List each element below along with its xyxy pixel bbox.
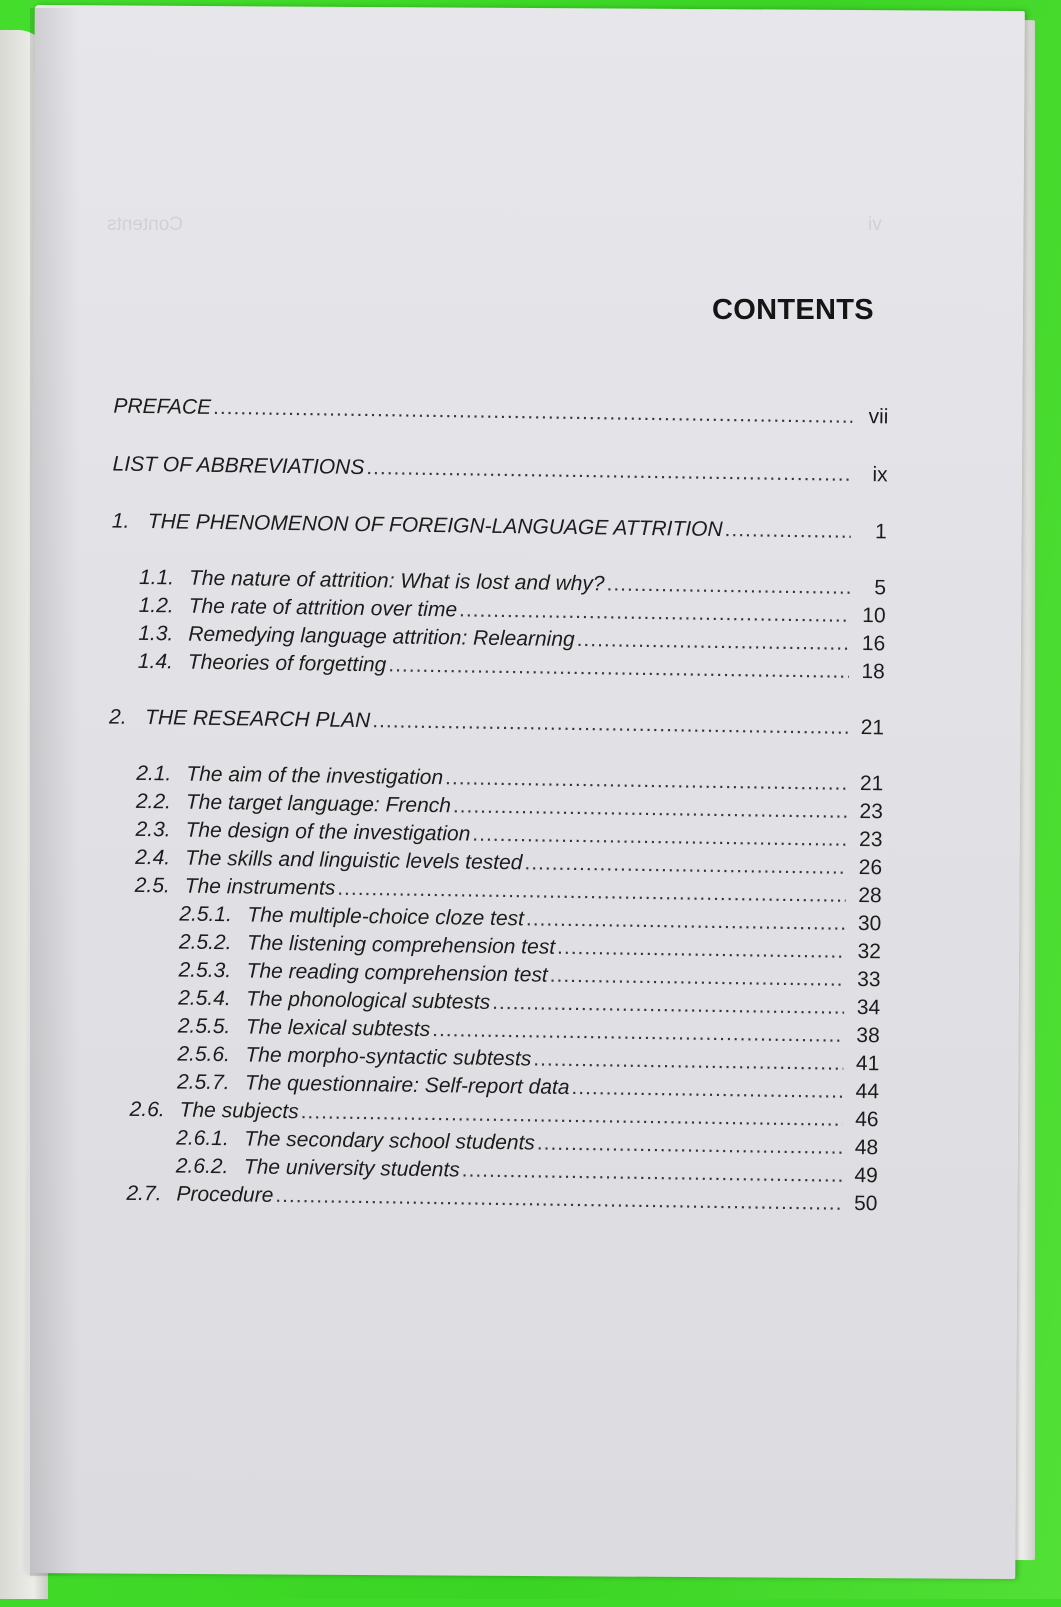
- toc-entry-number: 2.5.7.: [176, 1070, 230, 1095]
- toc-entry-number: 1.4.: [137, 649, 174, 674]
- toc-entry-title: Remedying language attrition: Relearning: [188, 622, 575, 652]
- toc-entry-page: 18: [861, 660, 885, 684]
- toc-entry-number: 1.2.: [138, 593, 174, 618]
- toc-entry-number: 2.5.1.: [179, 902, 233, 927]
- bleed-through-folio: vi: [868, 214, 882, 235]
- leader-dots: [472, 823, 846, 852]
- leader-dots: [301, 1100, 843, 1132]
- toc-entry-number: 2.4.: [135, 845, 171, 870]
- toc-entry-title: The university students: [243, 1155, 460, 1182]
- toc-entry-preface: [113, 395, 888, 432]
- toc-entry-title: The morpho-syntactic subtests: [245, 1043, 532, 1071]
- toc-entry-page: 48: [854, 1135, 879, 1160]
- toc-entry-number: 2.5.: [134, 873, 170, 898]
- toc-entry-number: 2.3.: [135, 817, 171, 842]
- toc-entry-number: 2.7.: [126, 1181, 162, 1206]
- leader-dots: [337, 877, 846, 908]
- toc-entry-page: 23: [859, 800, 884, 824]
- leader-dots: [492, 991, 844, 1020]
- toc-entry-title: The phonological subtests: [246, 987, 491, 1014]
- leader-dots: [526, 907, 846, 935]
- toc-entry-title: The instruments: [184, 874, 336, 900]
- toc-entry-page: 16: [861, 632, 886, 656]
- toc-entry-title: Procedure: [176, 1182, 274, 1207]
- toc-entry-number: 2.2.: [135, 789, 172, 814]
- toc-entry-title: The nature of attrition: What is lost and why?: [188, 566, 605, 596]
- leader-dots: [571, 1076, 843, 1104]
- toc-entry-title: The questionnaire: Self-report data: [244, 1071, 570, 1099]
- leader-dots: [432, 1018, 844, 1048]
- bleed-through-running-head: Contents: [107, 214, 184, 235]
- toc-entry-page: 21: [860, 716, 885, 740]
- toc-entry-number: 1.: [111, 509, 130, 533]
- toc-entry-page: 21: [859, 772, 884, 796]
- leader-dots: [576, 628, 849, 656]
- toc-entry-page: 28: [858, 884, 882, 908]
- leader-dots: [462, 1159, 842, 1188]
- toc-entry-page: 46: [855, 1107, 879, 1132]
- toc-entry-page: 34: [856, 996, 881, 1020]
- toc-entry-number: 2.5.2.: [178, 930, 232, 955]
- toc-entry-page: 30: [857, 912, 882, 936]
- toc-entry-title: PREFACE: [113, 394, 212, 419]
- leader-dots: [366, 456, 852, 487]
- leader-dots: [459, 598, 850, 627]
- toc-entry-abbreviations: [112, 453, 887, 490]
- toc-entry-title: The design of the investigation: [185, 818, 471, 846]
- toc-entry-title: The target language: French: [185, 790, 452, 818]
- toc-entry-page: 1: [874, 520, 887, 544]
- toc-entry-number: 2.: [108, 705, 127, 729]
- toc-entry-title: The listening comprehension test: [246, 931, 556, 959]
- toc-entry-chapter-1: [112, 510, 887, 547]
- toc-entry-number: 2.5.4.: [178, 986, 231, 1011]
- leader-dots: [550, 964, 845, 992]
- leader-dots: [453, 794, 847, 823]
- toc-entry-page: 33: [857, 968, 881, 992]
- toc-entry-title: The rate of attrition over time: [188, 594, 458, 622]
- leader-dots: [372, 709, 848, 740]
- toc-entry-chapter-2: [109, 706, 884, 743]
- toc-entry-page: ix: [872, 463, 888, 487]
- toc-entry-page: 5: [874, 576, 887, 600]
- leader-dots: [524, 851, 846, 879]
- toc-entry-number: 1.1.: [138, 565, 175, 590]
- toc-entry-page: 38: [856, 1024, 880, 1048]
- toc-entry-page: 26: [858, 856, 883, 880]
- leader-dots: [537, 1132, 843, 1160]
- toc-entry-page: 44: [855, 1079, 880, 1104]
- toc-entry-page: vii: [868, 405, 889, 429]
- toc-entry-title: The multiple-choice cloze test: [247, 903, 525, 931]
- toc-entry-title: The lexical subtests: [245, 1015, 431, 1042]
- toc-entry-title: The reading comprehension test: [246, 959, 548, 987]
- leader-dots: [557, 936, 845, 964]
- toc-entry-title: THE PHENOMENON OF FOREIGN-LANGUAGE ATTRITION: [147, 510, 723, 542]
- toc-entry-number: 2.5.6.: [177, 1042, 231, 1067]
- leader-dots: [533, 1047, 843, 1075]
- toc-entry-title: The aim of the investigation: [186, 762, 444, 790]
- toc-entry-page: 49: [854, 1163, 878, 1188]
- toc-entry-number: 2.5.5.: [177, 1014, 231, 1039]
- toc-entry-title: THE RESEARCH PLAN: [144, 706, 371, 733]
- toc-entry-page: 50: [853, 1191, 878, 1216]
- toc-entry-number: 2.1.: [136, 761, 172, 786]
- toc-entry-number: 2.6.1.: [176, 1126, 229, 1151]
- leader-dots: [388, 653, 849, 683]
- leader-dots: [724, 518, 850, 544]
- toc-entry-page: 23: [858, 828, 883, 852]
- toc-entry-number: 2.6.2.: [175, 1154, 229, 1179]
- toc-entry-number: 2.6.: [129, 1097, 165, 1122]
- toc-entry-title: The subjects: [179, 1098, 299, 1124]
- leader-dots: [275, 1184, 841, 1216]
- toc-entry-number: 1.3.: [138, 621, 174, 646]
- leader-dots: [213, 396, 853, 429]
- toc-entry-title: The secondary school students: [244, 1127, 536, 1155]
- toc-entry-title: LIST OF ABBREVIATIONS: [112, 452, 365, 480]
- toc-entry-page: 32: [857, 940, 882, 964]
- page-title: CONTENTS: [712, 294, 874, 326]
- leader-dots: [606, 572, 850, 599]
- toc-entry-page: 41: [855, 1051, 880, 1076]
- toc-entry-number: 2.5.3.: [178, 958, 232, 983]
- toc-entry-title: Theories of forgetting: [187, 650, 387, 677]
- toc-entry-page: 10: [862, 604, 886, 628]
- leader-dots: [445, 766, 847, 796]
- toc-entry-title: The skills and linguistic levels tested: [184, 846, 523, 875]
